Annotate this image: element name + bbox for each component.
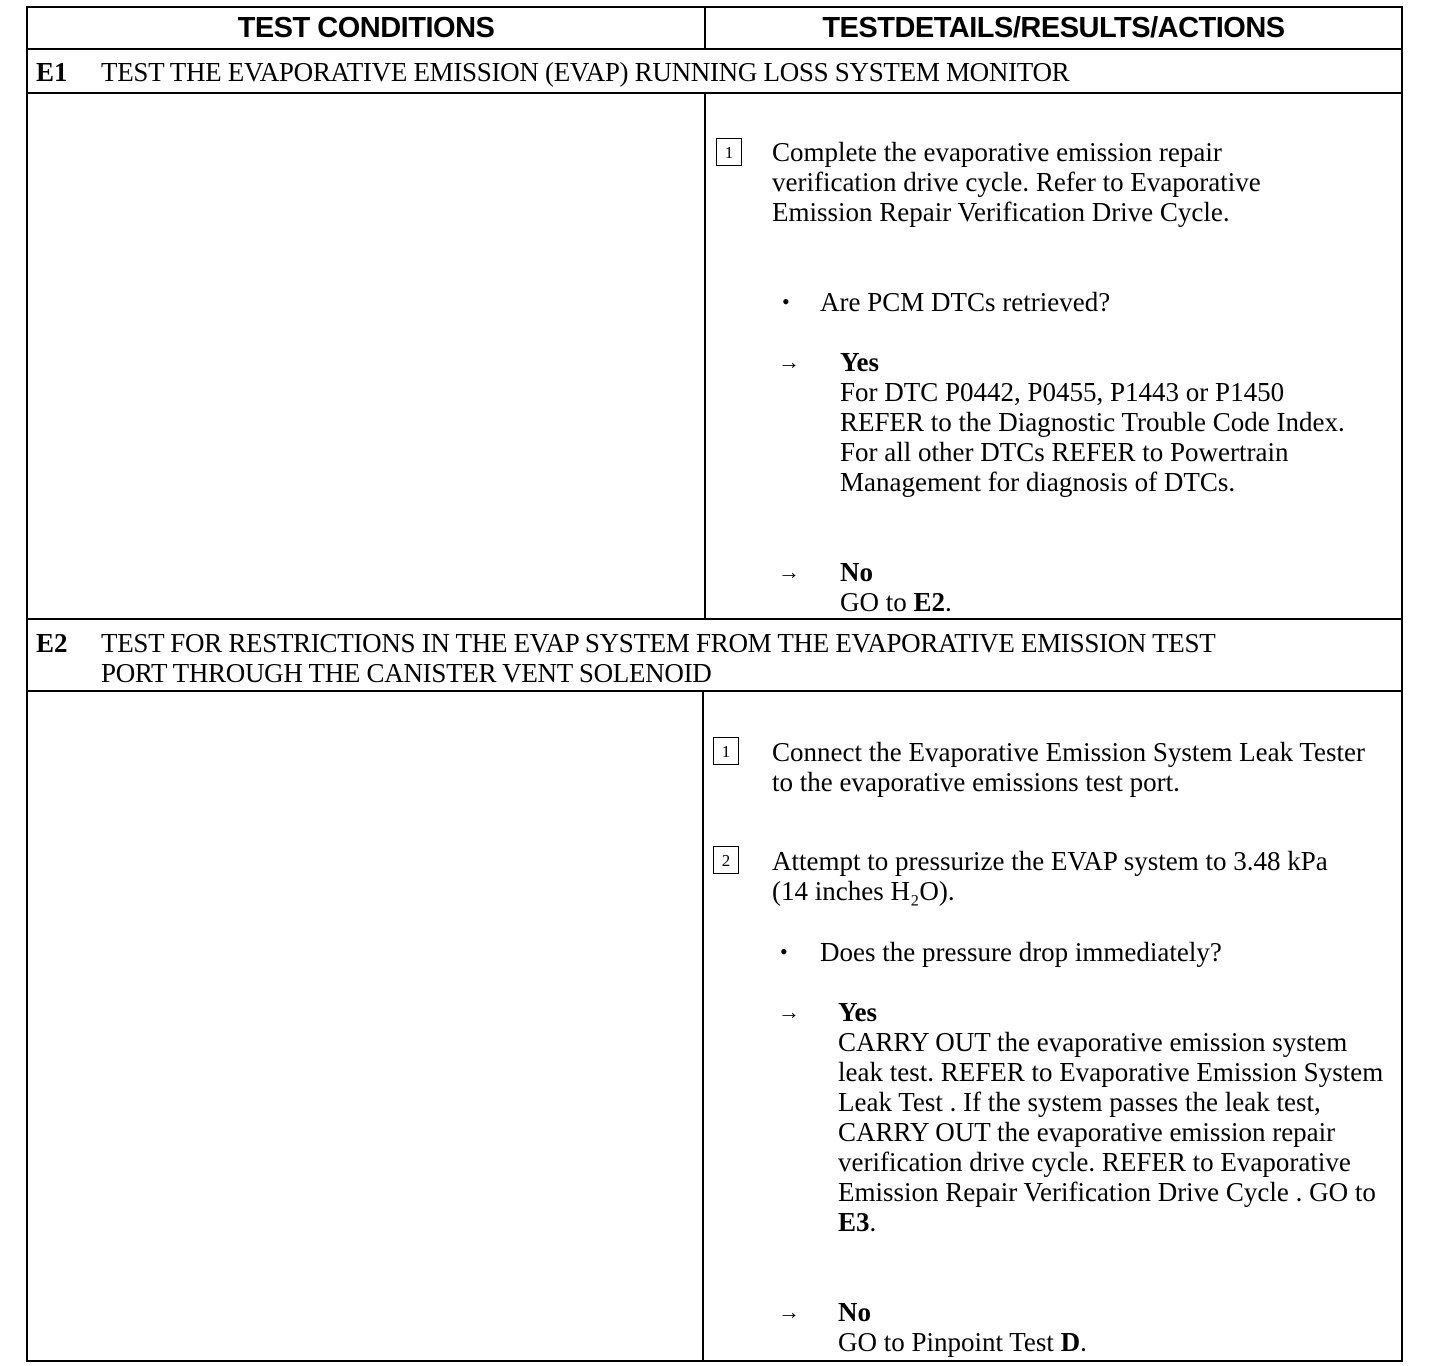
e1-no-arrow-icon: → [778,559,800,584]
e1-question: Are PCM DTCs retrieved? [820,287,1111,317]
e1-yes-arrow-icon: → [778,349,800,374]
e2-question: Does the pressure drop immediately? [820,937,1222,967]
e2-no-target: D [1060,1327,1081,1357]
e2-step-1-text: Connect the Evaporative Emission System Leak Tester to the evaporative emissions test port. [772,737,1365,797]
table-left-border [26,6,28,1362]
e1-no-target: E2 [913,587,946,617]
e2-yes-end: . [869,1207,877,1237]
e2-section-title-line-1: TEST FOR RESTRICTIONS IN THE EVAP SYSTEM FROM THE EVAPORATIVE EMISSION TEST [101,628,1216,658]
e2-step-2-text-b: (14 inches H₂O). [772,876,955,906]
e1-body-bottom-border [26,618,1403,620]
e2-yes-text [838,1027,1386,1237]
e2-step-1-box: 1 [713,737,739,765]
e2-step-2-box: 2 [713,846,739,874]
e2-yes-body: CARRY OUT the evaporative emission system leak test. REFER to Evaporative Emission System Leak Test . If the system passes the leak test, CARRY OUT the evaporative emission repair verification drive cycle. REFER to Evaporative Emission Repair Verification Drive Cycle . GO to [838,1027,1384,1207]
e1-yes-label: Yes [840,347,879,377]
e2-yes-target: E3 [838,1207,870,1237]
e1-no-end: . [945,587,952,617]
e2-yes-label: Yes [838,997,877,1027]
e2-no-go-to: GO to Pinpoint Test [838,1327,1054,1357]
header-test-conditions: TEST CONDITIONS [237,12,495,44]
e2-bullet-icon: • [780,939,788,964]
e1-section-title: TEST THE EVAPORATIVE EMISSION (EVAP) RUNNING LOSS SYSTEM MONITOR [101,57,1070,87]
column-divider-e2 [702,690,704,1362]
e1-section-id: E1 [36,57,68,87]
column-divider-e1 [704,92,706,620]
header-test-details: TESTDETAILS/RESULTS/ACTIONS [822,12,1285,44]
e2-title-bottom-border [26,690,1403,692]
e2-step-2-text-a: Attempt to pressurize the EVAP system to 3.48 kPa [772,846,1328,876]
e2-no-arrow-icon: → [778,1299,800,1324]
e2-section-id: E2 [36,628,68,658]
header-bottom-border [26,48,1403,50]
table-right-border [1401,6,1403,1362]
e2-section-title-line-2: PORT THROUGH THE CANISTER VENT SOLENOID [101,658,712,688]
e2-no-end: . [1080,1327,1087,1357]
e1-step-1-text: Complete the evaporative emission repair verification drive cycle. Refer to Evaporative Emission Repair Verification Drive Cycle. [772,137,1261,227]
e1-step-1-box: 1 [716,138,742,166]
e1-title-bottom-border [26,92,1403,94]
e1-no-go-to: GO to [840,587,907,617]
e2-yes-arrow-icon: → [778,999,800,1024]
table-bottom-border [26,1360,1403,1362]
e2-no-label: No [838,1297,871,1327]
e1-yes-text: For DTC P0442, P0455, P1443 or P1450 REFER to the Diagnostic Trouble Code Index. For all other DTCs REFER to Powertrain Management for diagnosis of DTCs. [840,377,1345,497]
e2-no-text [838,1327,1087,1357]
e1-no-text [840,587,952,617]
e1-no-label: No [840,557,873,587]
e1-bullet-icon: • [782,289,790,314]
